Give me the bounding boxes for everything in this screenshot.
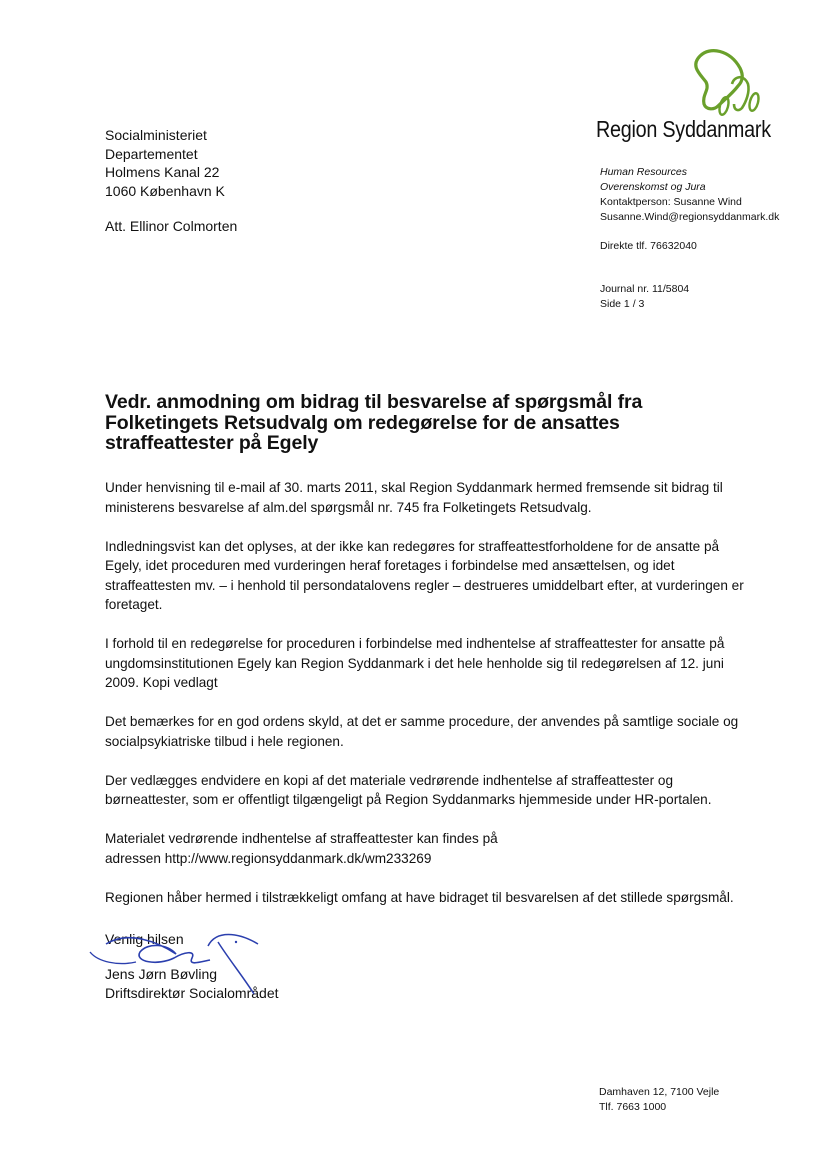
sender-contact: Kontaktperson: Susanne Wind	[600, 196, 742, 208]
logo-wordmark: Region Syddanmark	[596, 116, 771, 142]
body-paragraph: Det bemærkes for en god ordens skyld, at det er samme procedure, der anvendes på samtlige sociale og socialpsykiatriske tilbud i hele regionen.	[105, 714, 739, 749]
recipient-line: Holmens Kanal 22	[105, 164, 220, 180]
sender-unit: Overenskomst og Jura	[600, 181, 706, 193]
body-paragraph: Indledningsvist kan det oplyses, at der ikke kan redegøres for straffeattestforholdene for de ansatte på Egely, idet proceduren med vurderingen heraf foretages i forbindelse med ansættelsen, og idet straffeattesten mv. – i henhold til persondatalovens regler – destrueres umiddelbart efter, at vurderingen er foretaget.	[105, 538, 744, 612]
letter-footer	[599, 1085, 719, 1115]
recipient-line: Departementet	[105, 145, 198, 162]
page-number: Side 1 / 3	[600, 298, 645, 310]
sender-email: Susanne.Wind@regionsyddanmark.dk	[600, 211, 780, 223]
sender-department: Human Resources	[600, 166, 687, 178]
journal-number: Journal nr. 11/5804	[600, 283, 690, 295]
body-paragraph: Regionen håber hermed i tilstrækkeligt omfang at have bidraget til besvarelsen af det stillede spørgsmål.	[105, 889, 734, 905]
sender-phone: Direkte tlf. 76632040	[600, 240, 697, 252]
body-paragraph: Materialet vedrørende indhentelse af straffeattester kan findes på adressen http://www.regionsyddanmark.dk/wm233269	[105, 831, 498, 866]
signatory-role: Driftsdirektør Socialområdet	[105, 985, 279, 1001]
sender-info	[600, 165, 779, 312]
signatory-name: Jens Jørn Bøvling	[105, 966, 218, 982]
footer-phone: Tlf. 7663 1000	[599, 1101, 667, 1113]
letter-closing	[105, 930, 279, 1003]
closing-greeting: Venlig hilsen	[105, 931, 184, 947]
recipient-attention: Att. Ellinor Colmorten	[105, 218, 238, 234]
footer-address: Damhaven 12, 7100 Vejle	[599, 1086, 720, 1098]
body-paragraph: I forhold til en redegørelse for proceduren i forbindelse med indhentelse af straffeattester for ansatte på ungdomsinstitutionen Egely kan Region Syddanmark i det hele henholde sig til redegørelsen af 12. juni 2009. Kopi vedlagt	[105, 636, 725, 690]
region-syddanmark-logo-mark-icon	[688, 48, 768, 118]
recipient-line: 1060 København K	[105, 182, 225, 199]
region-syddanmark-logo	[596, 48, 796, 148]
letter-body	[105, 478, 755, 927]
body-paragraph: Under henvisning til e-mail af 30. marts 2011, skal Region Syddanmark hermed fremsende sit bidrag til ministerens besvarelse af alm.del spørgsmål nr. 745 fra Folketingets Retsudvalg.	[105, 480, 723, 515]
recipient-line: Socialministeriet	[105, 127, 207, 143]
letter-title: Vedr. anmodning om bidrag til besvarelse af spørgsmål fra Folketingets Retsudvalg om redegørelse for de ansattes straffeattester på Egely	[105, 391, 643, 454]
body-paragraph: Der vedlægges endvidere en kopi af det materiale vedrørende indhentelse af straffeattester og børneattester, som er offentligt tilgængeligt på Region Syddanmarks hjemmeside under HR-portalen.	[105, 772, 712, 807]
recipient-address	[105, 126, 237, 236]
